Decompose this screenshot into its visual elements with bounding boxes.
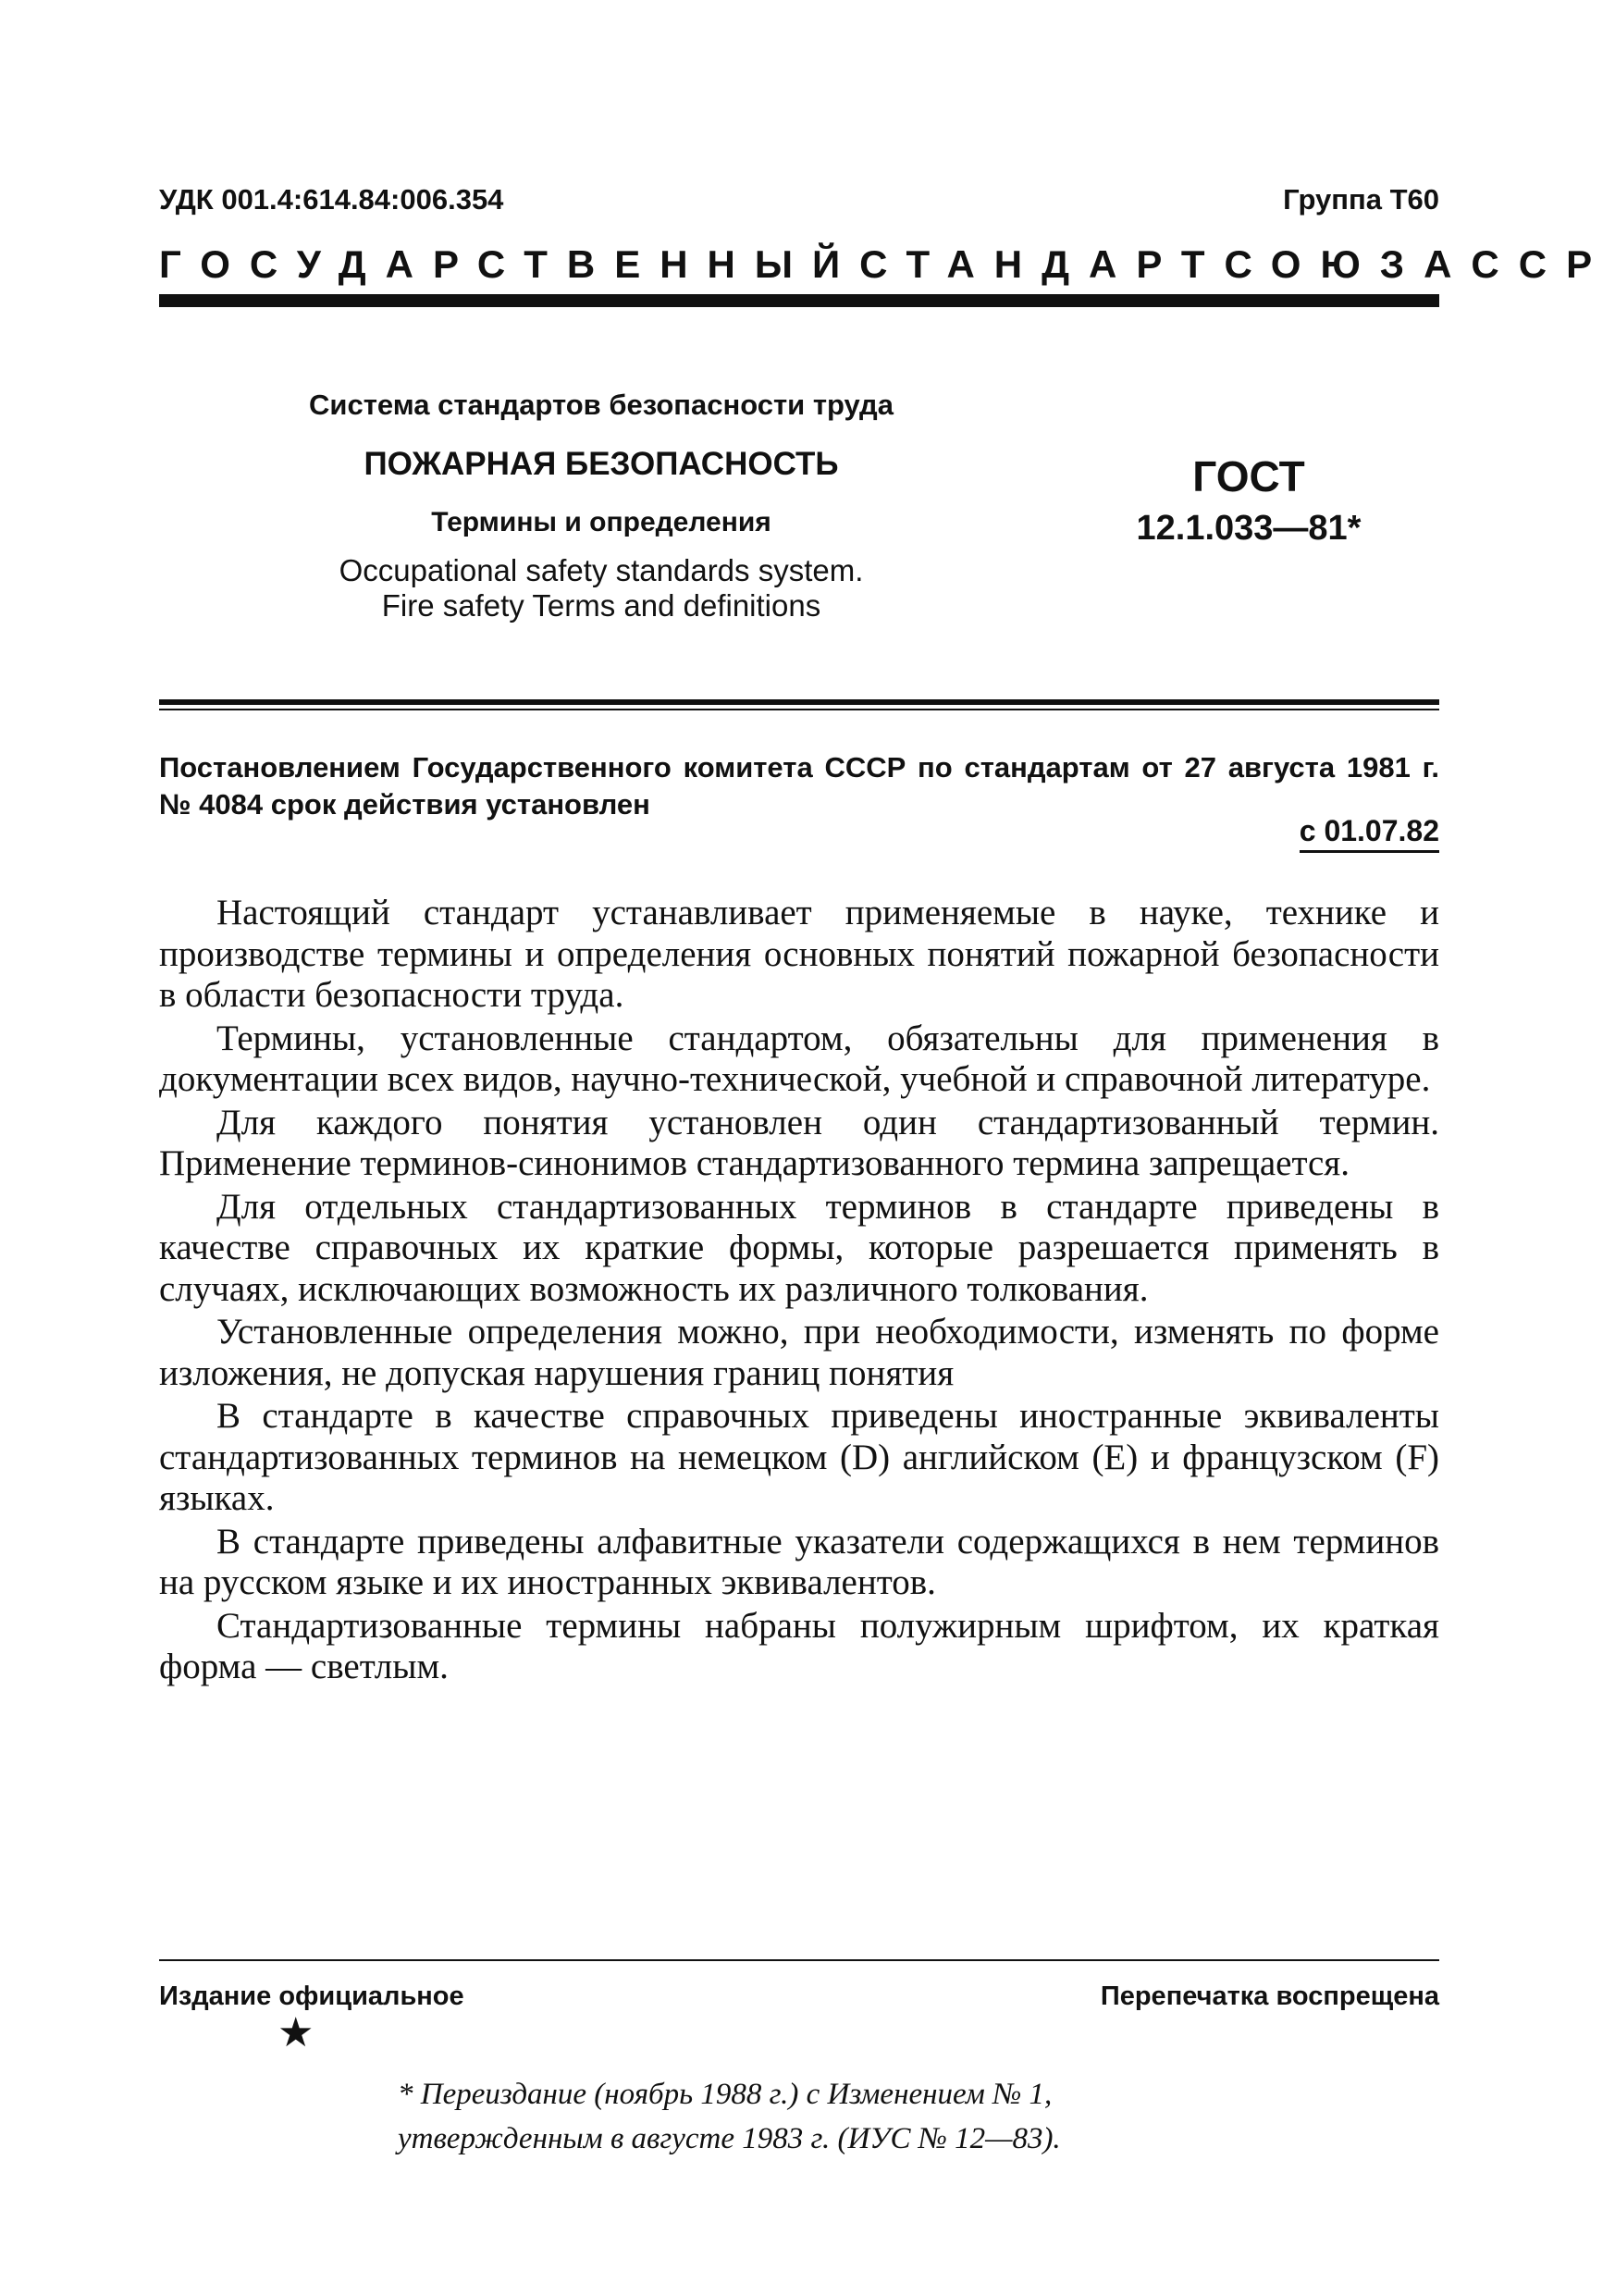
body-paragraph: Для каждого понятия установлен один стандартизованный термин. Применение терминов-синонимов стандартизованного термина запрещается. [159, 1102, 1439, 1183]
footer-rule [159, 1959, 1439, 1961]
official-edition-label: Издание официальное [159, 1981, 464, 2011]
title-rule [159, 699, 1439, 705]
state-standard-word: ГОСУДАРСТВЕННЫЙ [159, 242, 860, 286]
system-name: Система стандартов безопасности труда [309, 389, 894, 421]
header-rule [159, 294, 1439, 307]
body-paragraph: В стандарте приведены алфавитные указатели содержащихся в нем терминов на русском языке и их иностранных эквивалентов. [159, 1521, 1439, 1602]
effective-date: с 01.07.82 [1300, 814, 1439, 853]
document-subtitle: Термины и определения [431, 507, 771, 537]
body-text [159, 893, 1439, 1690]
group-code: Группа Т60 [1283, 183, 1439, 216]
body-paragraph: Для отдельных стандартизованных терминов в стандарте приведены в качестве справочных их краткие формы, которые разрешается применять в случаях, исключающих возможность их различного толкования. [159, 1186, 1439, 1309]
gost-number: 12.1.033—81* [1136, 509, 1362, 548]
state-standard-title [159, 242, 1612, 287]
footnote-line: утвержденным в августе 1983 г. (ИУС № 12—83). [398, 2122, 1061, 2155]
star-icon: ★ [277, 2010, 314, 2055]
english-title-line: Occupational safety standards system. [339, 553, 864, 587]
english-title-line: Fire safety Terms and definitions [381, 588, 821, 623]
english-title [277, 553, 925, 623]
body-paragraph: Установленные определения можно, при необходимости, изменять по форме изложения, не допуская нарушения границ понятия [159, 1312, 1439, 1393]
title-rule-thin [159, 709, 1439, 710]
state-standard-word: ССР [1471, 242, 1612, 286]
body-paragraph: Стандартизованные термины набраны полужирным шрифтом, их краткая форма — светлым. [159, 1605, 1439, 1686]
body-paragraph: Настоящий стандарт устанавливает применяемые в науке, технике и производстве термины и определения основных понятий пожарной безопасности в области безопасности труда. [159, 893, 1439, 1015]
footnote-line: * Переиздание (ноябрь 1988 г.) с Изменением № 1, [398, 2078, 1053, 2111]
decree-text: Постановлением Государственного комитета СССР по стандартам от 27 августа 1981 г. № 4084 срок действия установлен [159, 751, 1439, 821]
gost-label: ГОСТ [1192, 452, 1305, 500]
reissue-footnote [398, 2072, 1304, 2161]
state-standard-word: СТАНДАРТ [859, 242, 1225, 286]
body-paragraph: Термины, установленные стандартом, обязательны для применения в документации всех видов, научно-технической, учебной и справочной литературе. [159, 1018, 1439, 1099]
body-paragraph: В стандарте в качестве справочных приведены иностранные эквиваленты стандартизованных терминов на немецком (D) английском (E) и французском (F) языках. [159, 1396, 1439, 1518]
reprint-notice: Перепечатка воспрещена [1100, 1981, 1439, 2011]
udk-code: УДК 001.4:614.84:006.354 [159, 183, 504, 216]
state-standard-word: СОЮЗА [1224, 242, 1472, 286]
document-title: ПОЖАРНАЯ БЕЗОПАСНОСТЬ [364, 446, 839, 482]
